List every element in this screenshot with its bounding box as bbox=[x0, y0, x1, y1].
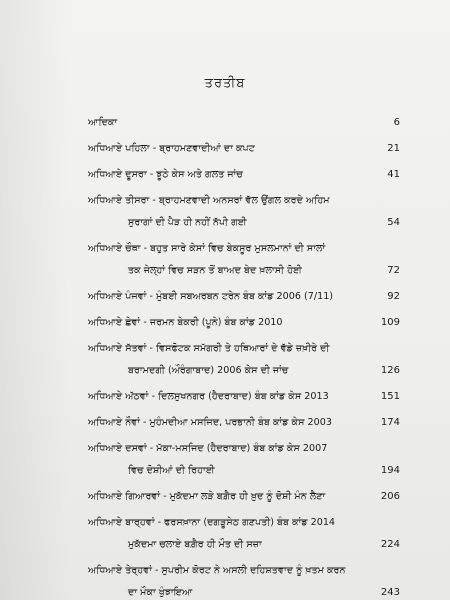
toc-page-number: 72 bbox=[387, 265, 400, 276]
toc-entry-title-continued: ਸੁਰਾਗਾਂ ਦੀ ਪੈੜ ਹੀ ਨਹੀਂ ਨੱਪੀ ਗਈ bbox=[128, 217, 247, 228]
toc-page-number: 126 bbox=[380, 365, 400, 376]
toc-entry-title: ਅਧਿਆਏ ਨੌਵਾਂ - ਮੁਹੰਮਦੀਆ ਮਸਜਿਦ, ਪਰਭਾਨੀ ਬੰਬ ਕਾਂਡ ਕੇਸ 2003 bbox=[88, 417, 332, 428]
toc-entry-title: ਅਧਿਆਏ ਸੱਤਵਾਂ - ਵਿਸਫੋਟਕ ਸਮੱਗਰੀ ਤੇ ਹਥਿਆਰਾਂ ਦੇ ਵੱਡੇ ਜ਼ਖ਼ੀਰੇ ਦੀ bbox=[88, 343, 330, 354]
toc-entry-title: ਅਧਿਆਏ ਦੂਸਰਾ - ਝੂਠੇ ਕੇਸ ਅਤੇ ਗਲਤ ਜਾਂਚ bbox=[88, 169, 243, 180]
toc-entry bbox=[88, 190, 400, 234]
toc-entry-title-continued: ਦਾ ਮੌਕਾ ਖੁੰਝਾਇਆ bbox=[128, 587, 193, 598]
toc-entry bbox=[88, 338, 400, 382]
toc-entry bbox=[88, 312, 400, 334]
toc-entry bbox=[88, 238, 400, 282]
toc-entry-title: ਅਧਿਆਏ ਛੇਵਾਂ - ਜਰਮਨ ਬੇਕਰੀ (ਪੂਨੇ) ਬੰਬ ਕਾਂਡ 2010 bbox=[88, 317, 283, 328]
toc-entry bbox=[88, 486, 400, 508]
toc-entry-title: ਅਧਿਆਏ ਦਸਵਾਂ - ਮੱਕਾ-ਮਸਜਿਦ (ਹੈਦਰਾਬਾਦ) ਬੰਬ ਕਾਂਡ ਕੇਸ 2007 bbox=[88, 443, 328, 454]
toc-entry bbox=[88, 164, 400, 186]
toc-page-number: 6 bbox=[393, 117, 400, 128]
toc-page-number: 109 bbox=[380, 317, 400, 328]
toc-entry-title: ਅਧਿਆਏ ਬਾਰ੍ਹਵਾਂ - ਫਰਸਖ਼ਾਨਾ (ਦਗੜੂਸੇਠ ਗਣਪਤੀ) ਬੰਬ ਕਾਂਡ 2014 bbox=[88, 517, 336, 528]
toc-entry-title: ਅਧਿਆਏ ਪਹਿਲਾ - ਬ੍ਰਾਹਮਣਵਾਦੀਆਂ ਦਾ ਕਪਟ bbox=[88, 143, 255, 154]
toc-entry bbox=[88, 560, 400, 600]
toc-entry-title-continued: ਤਕ ਜੇਲ੍ਹਾਂ ਵਿਚ ਸੜਨ ਤੋਂ ਬਾਅਦ ਬੇਦ ਖ਼ਲਾਸੀ ਹੋਈ bbox=[128, 265, 302, 276]
toc-page-number: 151 bbox=[380, 391, 400, 402]
table-of-contents bbox=[88, 112, 400, 600]
toc-page-number: 243 bbox=[380, 587, 400, 598]
toc-page-number: 224 bbox=[380, 539, 400, 550]
toc-entry-title-continued: ਮੁਕੱਦਮਾ ਚਲਾਏ ਬਗ਼ੈਰ ਹੀ ਮੌਤ ਦੀ ਸਜ਼ਾ bbox=[128, 539, 262, 550]
toc-entry-title: ਅਧਿਆਏ ਤੀਸਰਾ - ਬ੍ਰਾਹਮਣਵਾਦੀ ਅਨਸਰਾਂ ਵੱਲ ਉਂਗਲ ਕਰਦੇ ਅਹਿਮ bbox=[88, 195, 330, 206]
toc-page-number: 194 bbox=[380, 465, 400, 476]
toc-entry-title: ਅਧਿਆਏ ਪੰਜਵਾਂ - ਮੁੰਬਈ ਸਬਅਰਬਨ ਟਰੇਨ ਬੰਬ ਕਾਂਡ 2006 (7/11) bbox=[88, 291, 334, 302]
toc-entry-title: ਅਧਿਆਏ ਤੇਰ੍ਹਵਾਂ - ਸੁਪਰੀਮ ਕੋਰਟ ਨੇ ਅਸਲੀ ਦਹਿਸ਼ਤਵਾਦ ਨੂੰ ਖ਼ਤਮ ਕਰਨ bbox=[88, 565, 346, 576]
toc-page-number: 21 bbox=[387, 143, 400, 154]
toc-entry bbox=[88, 112, 400, 134]
toc-entry bbox=[88, 512, 400, 556]
toc-page-number: 92 bbox=[387, 291, 400, 302]
toc-entry-title: ਆਦਿਕਾ bbox=[88, 117, 118, 128]
toc-entry bbox=[88, 386, 400, 408]
toc-entry bbox=[88, 138, 400, 160]
toc-entry-title-continued: ਬਰਾਮਦਗੀ (ਔਰੰਗਾਬਾਦ) 2006 ਕੇਸ ਦੀ ਜਾਂਚ bbox=[128, 365, 289, 376]
toc-entry-title-continued: ਵਿਚ ਦੋਸ਼ੀਆਂ ਦੀ ਰਿਹਾਈ bbox=[128, 465, 215, 476]
toc-page-number: 206 bbox=[380, 491, 400, 502]
toc-page-number: 54 bbox=[387, 217, 400, 228]
toc-entry bbox=[88, 438, 400, 482]
toc-entry-title: ਅਧਿਆਏ ਚੌਥਾ - ਬਹੁਤ ਸਾਰੇ ਕੇਸਾਂ ਵਿਚ ਬੇਕਸੂਰ ਮੁਸਲਮਾਨਾਂ ਦੀ ਸਾਲਾਂ bbox=[88, 243, 326, 254]
toc-page-number: 41 bbox=[387, 169, 400, 180]
toc-entry bbox=[88, 286, 400, 308]
toc-entry-title: ਅਧਿਆਏ ਅੱਠਵਾਂ - ਦਿਲਸੁਖਨਗਰ (ਹੈਦਰਾਬਾਦ) ਬੰਬ ਕਾਂਡ ਕੇਸ 2013 bbox=[88, 391, 329, 402]
toc-entry bbox=[88, 412, 400, 434]
toc-page-number: 174 bbox=[380, 417, 400, 428]
page-title: ਤਰਤੀਬ bbox=[204, 76, 246, 91]
toc-entry-title: ਅਧਿਆਏ ਗਿਆਰਵਾਂ - ਮੁਕੱਦਮਾ ਲੜੇ ਬਗ਼ੈਰ ਹੀ ਖ਼ੁਦ ਨੂੰ ਦੋਸ਼ੀ ਮੰਨ ਲੈਣਾ bbox=[88, 491, 326, 502]
